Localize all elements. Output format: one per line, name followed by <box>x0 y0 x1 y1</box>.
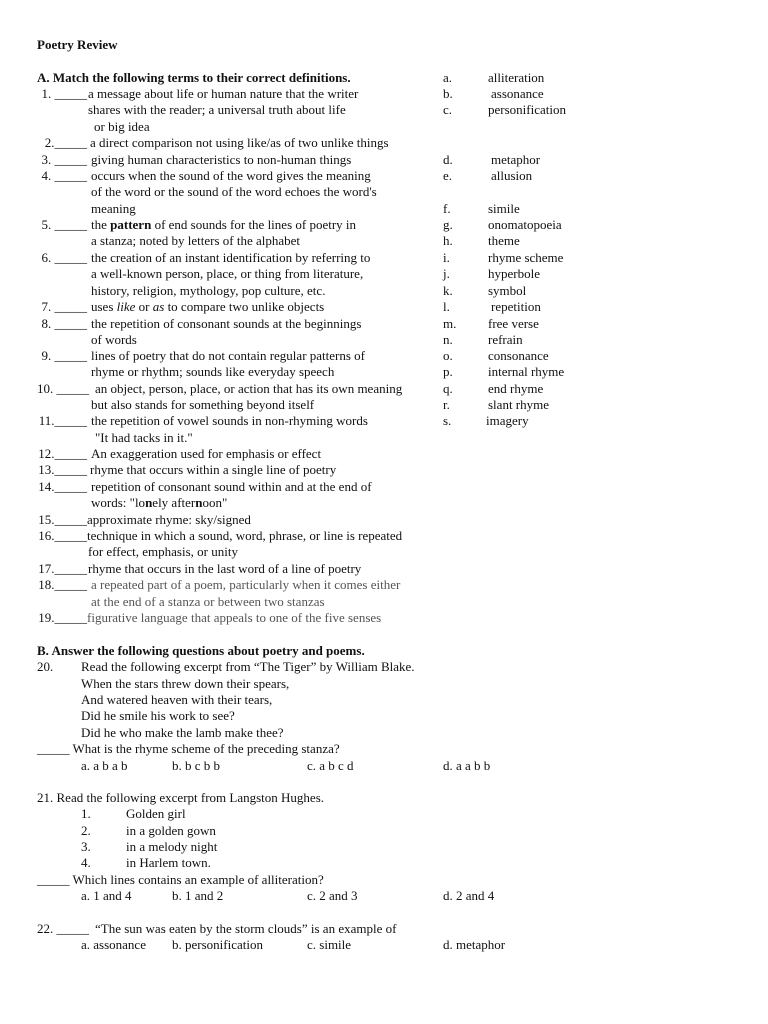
term-name: refrain <box>488 332 523 347</box>
answer-choice: d. a a b b <box>443 758 491 773</box>
item-definition: a direct comparison not using like/as of two unlike things <box>90 135 389 150</box>
answer-choice: d. 2 and 4 <box>443 888 495 903</box>
item-number: 4. _____ <box>41 168 87 183</box>
item-definition: lines of poetry that do not contain regular patterns of <box>91 348 366 363</box>
answer-choice: b. 1 and 2 <box>172 888 224 903</box>
question-intro: 21. Read the following excerpt from Langston Hughes. <box>37 790 325 805</box>
answer-choice: a. 1 and 4 <box>81 888 132 903</box>
term-name: theme <box>488 233 520 248</box>
item-definition: the repetition of vowel sounds in non-rhyming words <box>91 413 368 428</box>
item-number: 2._____ <box>44 135 87 150</box>
item-definition: repetition of consonant sound within and at the end of <box>91 479 372 494</box>
page-title: Poetry Review <box>37 37 118 52</box>
term-name: repetition <box>491 299 541 314</box>
term-name: slant rhyme <box>488 397 550 412</box>
term-letter: e. <box>443 168 453 183</box>
question-intro: Read the following excerpt from “The Tiger” by William Blake. <box>81 659 415 674</box>
term-name: free verse <box>488 316 539 331</box>
term-name: personification <box>488 102 566 117</box>
item-definition: a message about life or human nature that the writer <box>88 86 359 101</box>
term-name: imagery <box>486 413 529 428</box>
item-definition: rhyme that occurs in the last word of a line of poetry <box>88 561 362 576</box>
item-definition: shares with the reader; a universal truth about life <box>88 102 346 117</box>
item-number: 18._____ <box>38 577 87 592</box>
term-letter: n. <box>443 332 453 347</box>
term-name: allusion <box>491 168 533 183</box>
term-letter: j. <box>443 266 450 281</box>
item-number: 7. _____ <box>41 299 87 314</box>
term-letter: h. <box>443 233 453 248</box>
item-number: 3. _____ <box>41 152 87 167</box>
item-definition: rhyme that occurs within a single line of poetry <box>90 462 337 477</box>
item-number: 13._____ <box>38 462 87 477</box>
item-definition: "It had tacks in it." <box>95 430 193 445</box>
item-definition: figurative language that appeals to one of the five senses <box>87 610 382 625</box>
item-definition: the pattern of end sounds for the lines of poetry in <box>91 217 357 232</box>
item-definition: words: "lonely afternoon" <box>91 495 228 510</box>
term-letter: m. <box>443 316 457 331</box>
term-letter: g. <box>443 217 453 232</box>
term-name: alliteration <box>488 70 545 85</box>
item-definition: a repeated part of a poem, particularly when it comes either <box>91 577 401 592</box>
term-letter: f. <box>443 201 451 216</box>
term-letter: i. <box>443 250 450 265</box>
item-number: 6. _____ <box>41 250 87 265</box>
item-number: 16._____ <box>38 528 87 543</box>
item-number: 8. _____ <box>41 316 87 331</box>
section-a-heading: A. Match the following terms to their correct definitions. <box>37 70 351 85</box>
item-definition: occurs when the sound of the word gives the meaning <box>91 168 371 183</box>
poem-line: When the stars threw down their spears, <box>81 676 290 691</box>
poem-line: Did he smile his work to see? <box>81 708 235 723</box>
item-definition: the creation of an instant identification by referring to <box>91 250 371 265</box>
poem-line-number: 2. <box>81 823 91 838</box>
answer-choice: b. b c b b <box>172 758 221 773</box>
question-text: _____ What is the rhyme scheme of the preceding stanza? <box>37 741 340 756</box>
term-letter: c. <box>443 102 453 117</box>
item-number: 15._____ <box>38 512 87 527</box>
term-letter: d. <box>443 152 453 167</box>
item-definition: approximate rhyme: sky/signed <box>87 512 251 527</box>
item-number: 12._____ <box>38 446 87 461</box>
answer-choice: d. metaphor <box>443 937 506 952</box>
item-definition: a stanza; noted by letters of the alphabet <box>91 233 301 248</box>
poem-line: in a golden gown <box>126 823 216 838</box>
item-definition: of the word or the sound of the word echoes the word's <box>91 184 377 199</box>
item-number: 14._____ <box>38 479 87 494</box>
item-definition: a well-known person, place, or thing from literature, <box>91 266 364 281</box>
term-letter: a. <box>443 70 453 85</box>
question-text: _____ Which lines contains an example of alliteration? <box>37 872 324 887</box>
item-definition: meaning <box>91 201 136 216</box>
answer-choice: a. assonance <box>81 937 146 952</box>
term-letter: s. <box>443 413 452 428</box>
term-letter: r. <box>443 397 450 412</box>
item-definition: rhyme or rhythm; sounds like everyday speech <box>91 364 335 379</box>
answer-choice: c. a b c d <box>307 758 354 773</box>
item-definition: but also stands for something beyond itself <box>91 397 315 412</box>
item-number: 17._____ <box>38 561 87 576</box>
term-name: end rhyme <box>488 381 544 396</box>
item-definition: giving human characteristics to non-human things <box>91 152 352 167</box>
answer-choice: c. 2 and 3 <box>307 888 358 903</box>
item-definition: for effect, emphasis, or unity <box>88 544 238 559</box>
term-name: hyperbole <box>488 266 540 281</box>
answer-choice: c. simile <box>307 937 352 952</box>
term-letter: p. <box>443 364 453 379</box>
poem-line-number: 3. <box>81 839 91 854</box>
item-definition: an object, person, place, or action that has its own meaning <box>95 381 403 396</box>
poem-line: in Harlem town. <box>126 855 211 870</box>
term-letter: o. <box>443 348 453 363</box>
term-letter: l. <box>443 299 450 314</box>
item-definition: of words <box>91 332 137 347</box>
poem-line: Golden girl <box>126 806 186 821</box>
item-number: 19._____ <box>38 610 87 625</box>
item-definition: the repetition of consonant sounds at the beginnings <box>91 316 362 331</box>
item-number: 9. _____ <box>41 348 87 363</box>
term-letter: q. <box>443 381 453 396</box>
question-text: “The sun was eaten by the storm clouds” is an example of <box>95 921 397 936</box>
answer-choice: a. a b a b <box>81 758 128 773</box>
item-definition: uses like or as to compare two unlike objects <box>91 299 325 314</box>
question-number: 22. _____ <box>37 921 89 936</box>
item-definition: at the end of a stanza or between two stanzas <box>91 594 325 609</box>
term-letter: k. <box>443 283 453 298</box>
item-number: 1. _____ <box>41 86 87 101</box>
poem-line-number: 1. <box>81 806 91 821</box>
item-definition: An exaggeration used for emphasis or effect <box>91 446 322 461</box>
term-name: consonance <box>488 348 549 363</box>
answer-choice: b. personification <box>172 937 263 952</box>
item-definition: technique in which a sound, word, phrase, or line is repeated <box>87 528 403 543</box>
term-name: simile <box>488 201 520 216</box>
term-name: rhyme scheme <box>488 250 564 265</box>
poem-line: in a melody night <box>126 839 218 854</box>
term-name: symbol <box>488 283 527 298</box>
poem-line-number: 4. <box>81 855 91 870</box>
term-name: metaphor <box>491 152 541 167</box>
term-name: assonance <box>491 86 544 101</box>
term-letter: b. <box>443 86 453 101</box>
item-definition: history, religion, mythology, pop culture, etc. <box>91 283 326 298</box>
item-definition: or big idea <box>94 119 150 134</box>
poem-line: And watered heaven with their tears, <box>81 692 273 707</box>
item-number: 10. _____ <box>37 381 89 396</box>
item-number: 11._____ <box>38 413 87 428</box>
term-name: onomatopoeia <box>488 217 562 232</box>
item-number: 5. _____ <box>41 217 87 232</box>
section-b-heading: B. Answer the following questions about poetry and poems. <box>37 643 365 658</box>
term-name: internal rhyme <box>488 364 565 379</box>
poem-line: Did he who make the lamb make thee? <box>81 725 284 740</box>
question-number: 20. <box>37 659 54 674</box>
